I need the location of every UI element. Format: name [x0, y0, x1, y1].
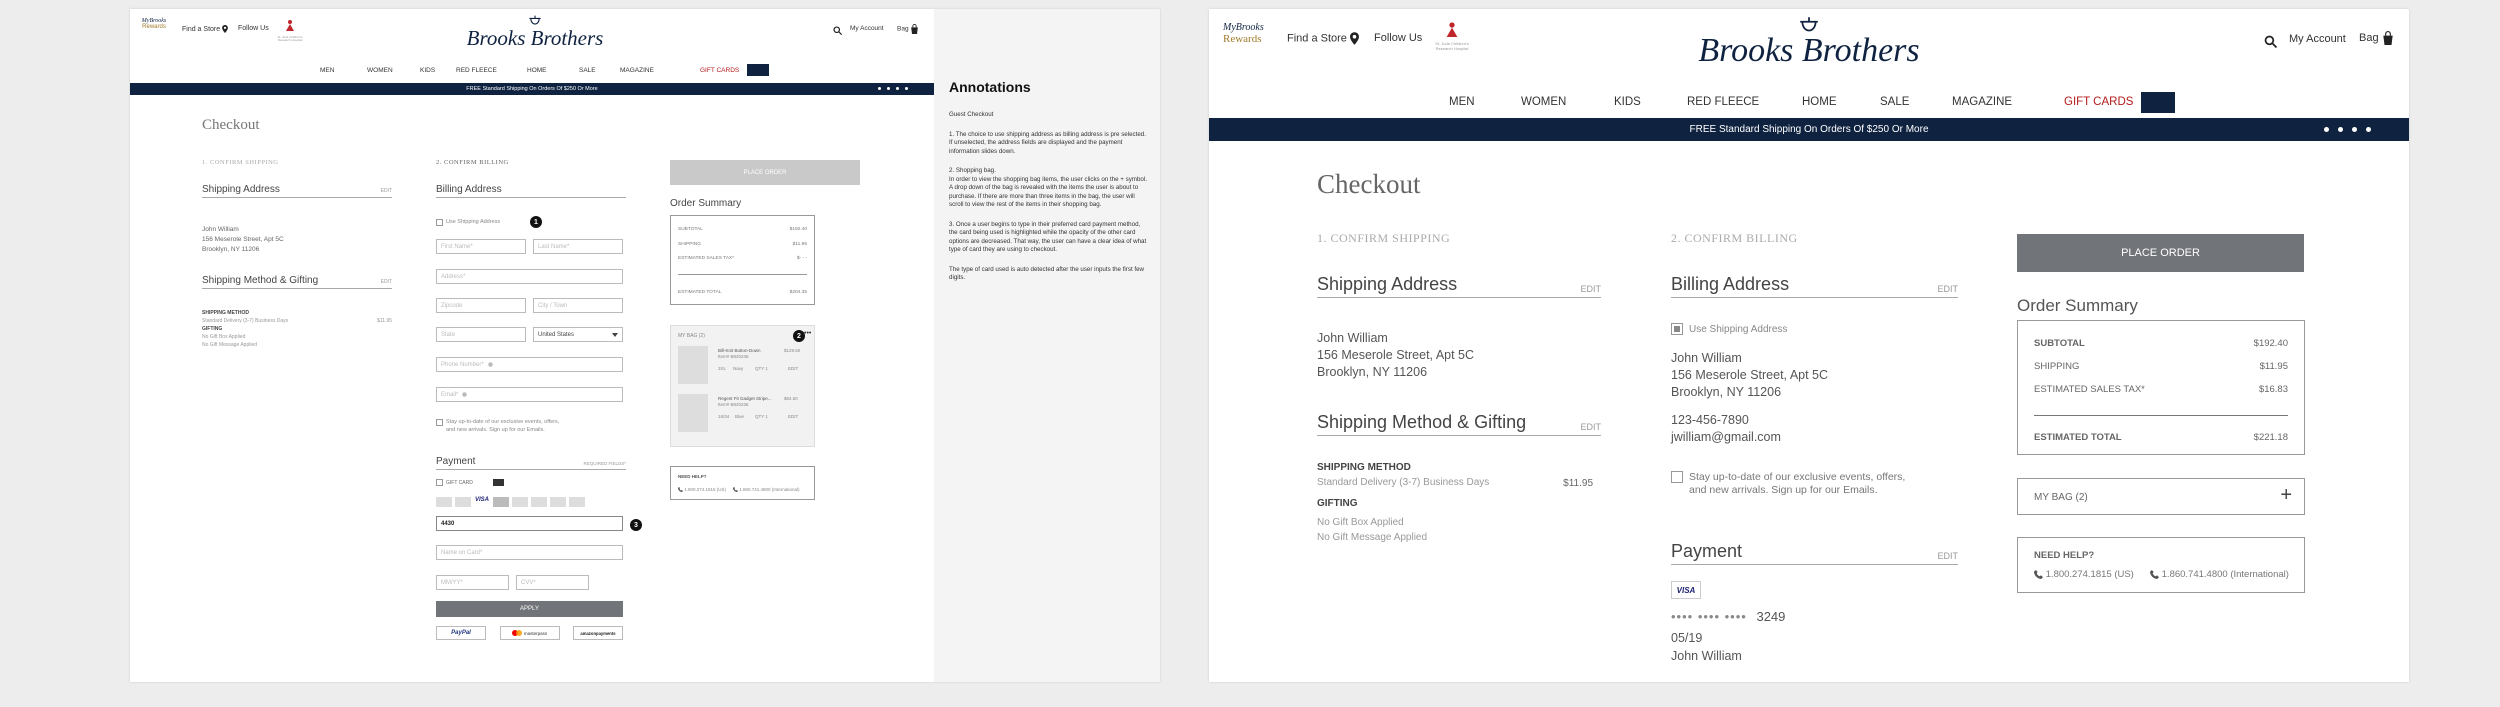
annotation-note-3-detail: The type of card used is auto detected after the user inputs the first few digits. — [949, 265, 1145, 281]
location-pin-icon — [222, 25, 228, 33]
promo-text[interactable]: FREE Standard Shipping On Orders Of $250 Or More — [1689, 124, 1929, 135]
rewards-my: My — [1223, 22, 1236, 33]
charity-figure-icon — [284, 19, 296, 31]
place-order-button[interactable]: PLACE ORDER — [2017, 234, 2304, 272]
phone-icon — [678, 487, 683, 492]
item-1-name: Bill-Knit Button-Down — [718, 348, 761, 353]
page-title: Checkout — [1317, 169, 1421, 199]
item-1-edit[interactable]: EDIT — [788, 366, 799, 371]
total-value: $204.35 — [789, 290, 807, 295]
use-shipping-label: Use Shipping Address — [1689, 324, 1788, 335]
page-title: Checkout — [202, 117, 260, 133]
card-mask: •••• •••• •••• — [1671, 609, 1747, 624]
my-account-link[interactable]: My Account — [2289, 33, 2346, 45]
annotation-marker-1: 1 — [530, 216, 542, 228]
nav-men[interactable]: MEN — [320, 67, 335, 74]
order-summary-title: Order Summary — [670, 198, 742, 209]
shipping-method-section — [202, 275, 392, 289]
charity-text: St. Jude Children's Research Hospital — [1435, 41, 1469, 51]
order-summary-box — [670, 215, 815, 305]
nav-sale[interactable]: SALE — [579, 67, 596, 74]
wireframe-frame — [130, 9, 1160, 682]
nav-women[interactable]: WOMEN — [1521, 96, 1567, 108]
billing-address-section — [1671, 274, 1958, 298]
shipping-name: John William — [1317, 331, 1388, 345]
phone-us-text: 1.800.274.1815 (US) — [2045, 569, 2134, 580]
phone-us[interactable] — [678, 487, 726, 492]
card-option-3 — [493, 497, 509, 507]
billing-phone: 123-456-7890 — [1671, 413, 1749, 427]
bag-label: Bag — [2359, 31, 2379, 44]
card-number-input[interactable]: 4430 — [436, 516, 623, 531]
subscribe-line-2: and new arrivals. Sign up for our Emails. — [446, 426, 545, 433]
item-1-qty: QTY 1 — [755, 366, 768, 371]
promo-text[interactable]: FREE Standard Shipping On Orders Of $250 Or More — [466, 86, 598, 92]
annotation-note-3: 3. Once a user begins to type in their preferred card payment method, the card being used is highlighted while the opacity of the other card options are decreased. That way, the user can have a clear idea of what type of card they are using to checkout. — [949, 220, 1147, 253]
main-nav — [290, 67, 850, 81]
subscribe-text — [446, 419, 559, 434]
shipping-method-edit-link[interactable]: EDIT — [1580, 422, 1601, 432]
location-pin-icon — [1350, 32, 1359, 45]
item-2-name: Regent Fit Gadget Stripe... — [718, 396, 772, 401]
order-summary-title: Order Summary — [2017, 296, 2138, 315]
cvv-input[interactable]: CVV* — [516, 575, 589, 590]
nav-gift-cards[interactable]: GIFT CARDS — [2064, 96, 2134, 108]
rewards-script: Brooks — [1235, 22, 1264, 33]
golden-fleece-icon — [1798, 17, 1820, 33]
apply-button[interactable]: APPLY — [436, 601, 623, 617]
gift-box-status: No Gift Box Applied — [202, 334, 246, 340]
charity-logo — [1432, 21, 1472, 51]
shipping-label: SHIPPING — [678, 242, 701, 247]
order-summary-box — [2017, 320, 2305, 455]
shipping-edit-link[interactable]: EDIT — [380, 188, 392, 194]
need-help-box — [670, 466, 815, 500]
item-1-price: $129.50 — [784, 348, 801, 353]
gift-card-label: GIFT CARD — [446, 480, 473, 486]
nav-gift-cards[interactable]: GIFT CARDS — [700, 67, 740, 74]
alt-payment-row — [436, 626, 623, 640]
shipping-street: 156 Meserole Street, Apt 5C — [202, 236, 284, 243]
shipping-city: Brooklyn, NY 11206 — [202, 246, 260, 253]
masterpass-circles-icon — [512, 630, 522, 636]
gift-card-thumb — [747, 64, 769, 76]
rewards-logo[interactable] — [1223, 23, 1273, 45]
checkout-frame — [1209, 9, 2409, 682]
billing-address-title: Billing Address — [436, 184, 502, 195]
total-value: $221.18 — [2253, 432, 2288, 443]
expand-plus-icon[interactable]: + — [2280, 484, 2292, 506]
country-select[interactable] — [533, 327, 623, 342]
phone-us-text: 1.800.274.1815 (US) — [684, 487, 727, 492]
bag-more-icon[interactable]: ••• — [804, 330, 812, 337]
gift-message-status: No Gift Message Applied — [202, 342, 258, 348]
method-option: Standard Delivery (3-7) Business Days — [202, 318, 289, 324]
phone-icon — [733, 487, 738, 492]
masterpass-button[interactable] — [500, 626, 560, 640]
nav-magazine[interactable]: MAGAZINE — [1952, 96, 2013, 108]
zipcode-input[interactable]: Zipcode — [436, 298, 526, 313]
billing-address-section — [436, 184, 626, 198]
bag-count[interactable]: MY BAG (2) — [678, 333, 705, 339]
charity-figure-icon — [1444, 21, 1460, 37]
follow-us-link[interactable]: Follow Us — [1374, 32, 1423, 44]
charity-logo — [277, 18, 303, 43]
rewards-word: Rewards — [1223, 32, 1262, 45]
shipping-method-block — [1317, 460, 1601, 545]
billing-email: jwilliam@gmail.com — [1671, 430, 1781, 444]
subscribe-line-1: Stay up-to-date of our exclusive events, offers, — [446, 419, 560, 425]
use-shipping-checkbox[interactable] — [436, 219, 443, 226]
card-option-7 — [569, 497, 585, 507]
shipping-method-edit-link[interactable]: EDIT — [380, 279, 392, 285]
rewards-word: Rewards — [142, 24, 166, 30]
promo-bar — [130, 83, 934, 95]
phone-us[interactable] — [2034, 569, 2134, 580]
shipping-address-block — [202, 225, 284, 255]
visa-card-badge: VISA — [1671, 581, 1701, 599]
nav-kids[interactable]: KIDS — [420, 67, 436, 74]
subscribe-line-2: and new arrivals. Sign up for our Emails. — [1689, 484, 1878, 496]
summary-divider — [2034, 415, 2288, 416]
annotation-note-2: In order to view the shopping bag items, the user clicks on the + symbol. A drop down of the bag is revealed with the items the user is about to purchase. If there are more than three items in the bag, the user will scroll to view the rest of the items in their shopping bag. — [949, 175, 1147, 208]
subscribe-text — [1689, 471, 1905, 497]
card-option-2 — [455, 497, 471, 507]
shipping-street: 156 Meserole Street, Apt 5C — [1317, 348, 1475, 362]
shopping-bag-icon — [2382, 31, 2394, 45]
find-store-link[interactable] — [182, 25, 228, 33]
item-2-image — [678, 394, 708, 432]
use-shipping-label: Use Shipping Address — [446, 219, 501, 225]
item-1-size: 3XL — [718, 366, 727, 371]
order-summary-heading — [670, 198, 860, 211]
item-1-color: Navy — [733, 366, 744, 371]
annotations-title: Annotations — [949, 79, 1031, 95]
payment-title: Payment — [436, 456, 476, 467]
tax-value: $16.83 — [2258, 384, 2288, 395]
annotation-heading: Guest Checkout — [949, 111, 994, 118]
subtotal-value: $192.40 — [2253, 338, 2288, 349]
nav-men[interactable]: MEN — [1449, 96, 1475, 108]
item-2-sku: Item# B820236 — [718, 402, 749, 407]
amazon-pay-button[interactable]: amazonpayments — [573, 626, 623, 640]
item-2-qty: QTY 1 — [755, 414, 768, 419]
phone-international[interactable] — [733, 487, 800, 492]
rewards-logo[interactable] — [138, 18, 170, 30]
shipping-address-title: Shipping Address — [1317, 274, 1458, 294]
tax-label: ESTIMATED SALES TAX* — [678, 256, 734, 261]
info-icon — [488, 362, 493, 367]
subscribe-checkbox[interactable] — [436, 419, 443, 426]
brand-logo[interactable] — [460, 13, 610, 50]
phone-international-text: 1.860.741.4800 (International) — [739, 487, 800, 492]
bag-item-1 — [678, 346, 808, 386]
carousel-dots[interactable] — [2324, 127, 2371, 132]
bag-dropdown — [670, 325, 815, 447]
annotation-marker-3: 3 — [630, 519, 642, 531]
first-name-input[interactable]: First Name* — [436, 239, 526, 254]
nav-red-fleece[interactable]: RED FLEECE — [456, 67, 497, 74]
carousel-dots[interactable] — [878, 87, 908, 90]
nav-kids[interactable]: KIDS — [1614, 96, 1641, 108]
shipping-address-section — [1317, 274, 1601, 298]
required-fields-note: REQUIRED FIELDS* — [583, 461, 626, 466]
subtotal-label: SUBTOTAL — [678, 227, 703, 232]
city-input[interactable]: City / Town — [533, 298, 623, 313]
payment-section — [436, 456, 626, 470]
expiry-input[interactable]: MM/YY* — [436, 575, 509, 590]
charity-text: St. Jude Children's Research Hospital — [277, 35, 303, 43]
billing-city: Brooklyn, NY 11206 — [1671, 385, 1782, 399]
phone-international[interactable] — [2150, 569, 2289, 580]
item-2-edit[interactable]: EDIT — [788, 414, 799, 419]
subtotal-value: $192.40 — [789, 227, 807, 232]
country-value: United States — [538, 331, 575, 338]
email-placeholder: Email* — [441, 391, 459, 398]
tax-value: $- - - — [796, 256, 807, 261]
nav-home[interactable]: HOME — [527, 67, 547, 74]
subscribe-checkbox[interactable] — [1671, 471, 1683, 483]
nav-women[interactable]: WOMEN — [367, 67, 393, 74]
item-2-size: 16/34 — [718, 414, 730, 419]
card-option-6 — [550, 497, 566, 507]
phone-input[interactable] — [436, 357, 623, 372]
shipping-method-title: Shipping Method & Gifting — [202, 275, 319, 286]
email-input[interactable] — [436, 387, 623, 402]
find-store-label: Find a Store — [1287, 32, 1347, 45]
search-icon[interactable] — [2264, 35, 2277, 48]
nav-red-fleece[interactable]: RED FLEECE — [1687, 96, 1760, 108]
item-2-color: Blue — [735, 414, 745, 419]
annotation-note-1: 1. The choice to use shipping address as billing address is pre selected. If unselected, the address fields are displayed and the payment information slides down. — [949, 130, 1146, 155]
bag-count: MY BAG (2) — [2034, 492, 2088, 503]
bag-item-2 — [678, 394, 808, 434]
card-option-4 — [512, 497, 528, 507]
phone-placeholder: Phone Number* — [441, 361, 484, 368]
step-billing: 2. CONFIRM BILLING — [436, 159, 509, 166]
name-on-card-input[interactable]: Name on Card* — [436, 545, 623, 560]
place-order-button[interactable]: PLACE ORDER — [670, 160, 860, 185]
bag-toggle[interactable] — [2017, 478, 2305, 515]
gifting-label: GIFTING — [202, 326, 223, 332]
shipping-label: SHIPPING — [2034, 361, 2080, 372]
gift-card-checkbox[interactable] — [436, 479, 443, 486]
shipping-address-section — [202, 184, 392, 198]
rewards-my: My — [141, 18, 150, 24]
need-help-title: NEED HELP? — [678, 474, 707, 479]
gifting-label: GIFTING — [1317, 498, 1358, 509]
shipping-name: John William — [202, 226, 239, 233]
method-label: SHIPPING METHOD — [202, 310, 249, 316]
masked-card-number — [1671, 609, 1785, 624]
item-1-sku: Item# B820236 — [718, 354, 749, 359]
annotation-marker-2: 2 — [793, 330, 805, 342]
annotations-panel — [934, 9, 1160, 682]
golden-fleece-icon — [528, 15, 542, 26]
shipping-method-block — [202, 309, 392, 349]
card-option-5 — [531, 497, 547, 507]
phone-international-text: 1.860.741.4800 (International) — [2161, 569, 2289, 580]
state-input[interactable]: State — [436, 327, 526, 342]
subtotal-label: SUBTOTAL — [2034, 338, 2085, 349]
gift-box-status: No Gift Box Applied — [1317, 517, 1404, 528]
shipping-address-title: Shipping Address — [202, 184, 280, 195]
item-2-price: $64.50 — [784, 396, 798, 401]
method-price: $11.95 — [377, 318, 392, 324]
shipping-method-title: Shipping Method & Gifting — [1317, 412, 1527, 432]
total-label: ESTIMATED TOTAL — [2034, 432, 2122, 443]
method-label: SHIPPING METHOD — [1317, 462, 1411, 473]
method-price: $11.95 — [1563, 478, 1593, 489]
tax-label: ESTIMATED SALES TAX* — [2034, 384, 2145, 395]
nav-home[interactable]: HOME — [1802, 96, 1837, 108]
masterpass-label: masterpass — [523, 630, 548, 636]
payment-title: Payment — [1671, 541, 1743, 561]
bag-label: Bag — [897, 25, 909, 33]
brand-logo-text: Brooks Brothers — [1698, 32, 1920, 69]
brand-logo-text: Brooks Brothers — [466, 26, 604, 50]
shopping-bag-icon — [910, 24, 919, 34]
billing-address-block — [1671, 350, 1828, 446]
shipping-edit-link[interactable]: EDIT — [1580, 284, 1601, 294]
gift-card-thumbnail — [493, 479, 504, 486]
payment-edit-link[interactable]: EDIT — [1937, 551, 1958, 561]
nav-magazine[interactable]: MAGAZINE — [620, 67, 654, 74]
card-last4: 3249 — [1756, 609, 1786, 624]
find-store-link[interactable] — [1287, 32, 1359, 45]
bag-link[interactable] — [2359, 31, 2394, 45]
promo-bar — [1209, 118, 2409, 141]
card-option-visa: VISA — [474, 497, 489, 503]
billing-address-title: Billing Address — [1671, 274, 1790, 294]
main-nav — [1209, 96, 2409, 112]
shipping-address-block — [1317, 330, 1474, 381]
step-billing: 2. CONFIRM BILLING — [1671, 231, 1798, 245]
phone-icon — [2034, 570, 2043, 579]
total-label: ESTIMATED TOTAL — [678, 290, 722, 295]
rewards-script: Brooks — [149, 18, 167, 24]
annotations-body — [949, 111, 1149, 283]
need-help-title: NEED HELP? — [2034, 550, 2095, 561]
paypal-button[interactable]: PayPal — [436, 626, 486, 640]
gift-card-thumb — [2141, 92, 2175, 113]
card-type-row — [436, 497, 596, 507]
step-shipping: 1. CONFIRM SHIPPING — [202, 159, 279, 166]
card-holder: John William — [1671, 649, 1742, 663]
step-shipping: 1. CONFIRM SHIPPING — [1317, 231, 1451, 245]
shipping-value: $11.95 — [2259, 361, 2288, 372]
item-1-image — [678, 346, 708, 384]
info-icon — [462, 392, 467, 397]
bag-link[interactable] — [897, 24, 919, 34]
address-input[interactable]: Address* — [436, 269, 623, 284]
annotation-note-2-title: 2. Shopping bag. — [949, 167, 996, 174]
last-name-input[interactable]: Last Name* — [533, 239, 623, 254]
shipping-value: $11.95 — [792, 242, 807, 247]
card-option-1 — [436, 497, 452, 507]
gift-message-status: No Gift Message Applied — [1317, 532, 1428, 543]
brand-logo[interactable] — [1689, 17, 1929, 69]
chevron-down-icon — [612, 333, 618, 337]
follow-us-link[interactable]: Follow Us — [238, 25, 269, 32]
find-store-label: Find a Store — [182, 25, 221, 33]
payment-section — [1671, 541, 1958, 565]
method-option: Standard Delivery (3-7) Business Days — [1317, 477, 1490, 488]
nav-sale[interactable]: SALE — [1880, 96, 1910, 108]
my-account-link[interactable]: My Account — [850, 25, 884, 32]
card-expiry: 05/19 — [1671, 631, 1703, 645]
search-icon[interactable] — [833, 26, 842, 35]
shipping-city: Brooklyn, NY 11206 — [1317, 365, 1428, 379]
need-help-box — [2017, 537, 2305, 593]
shipping-method-section — [1317, 412, 1601, 436]
billing-edit-link[interactable]: EDIT — [1937, 284, 1958, 294]
phone-icon — [2150, 570, 2159, 579]
use-shipping-checkbox[interactable] — [1671, 323, 1683, 335]
billing-street: 156 Meserole Street, Apt 5C — [1671, 368, 1829, 382]
subscribe-line-1: Stay up-to-date of our exclusive events, offers, — [1689, 471, 1906, 483]
billing-name: John William — [1671, 351, 1742, 365]
